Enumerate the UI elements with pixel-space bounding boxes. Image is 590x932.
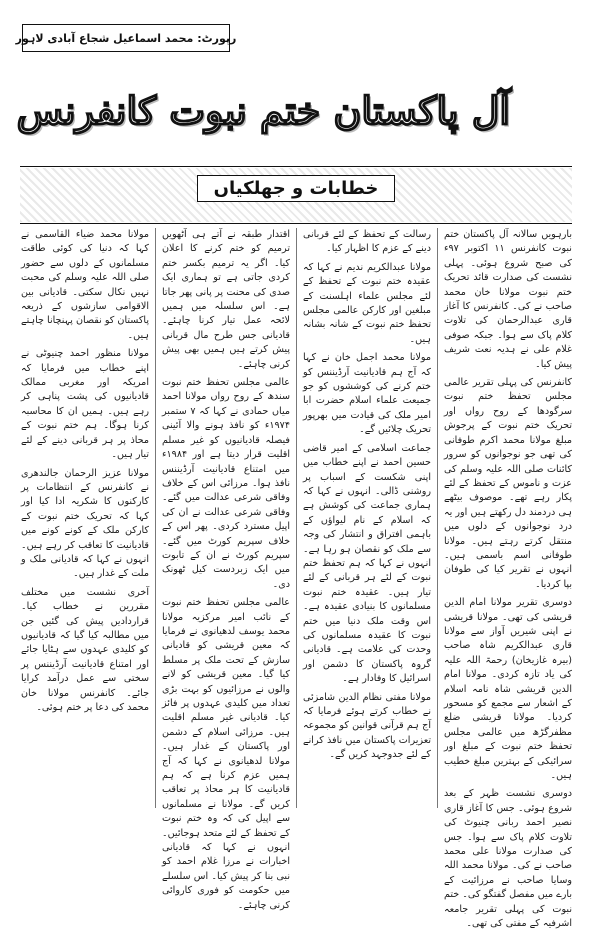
paragraph: مولانا عبدالکریم ندیم نے کہا کہ عقیدہ ختم نبوت کے تحفظ کے لئے مجلس علماء اہلسنت کے مبلغین اور کارکن عالمی مجلس تحفظ ختم نبوت کے شانہ بشانہ ہیں۔ <box>303 261 431 345</box>
column-divider <box>437 228 438 808</box>
byline-text: رپورٹ: محمد اسماعیل شجاع آبادی لاہور <box>15 31 237 45</box>
column-2 <box>303 228 431 808</box>
title-rule-top <box>20 166 572 167</box>
title-rule-bottom <box>20 223 572 224</box>
column-4 <box>21 228 149 808</box>
paragraph: مولانا مفتی نظام الدین شامزئی نے خطاب کرتے ہوئے فرمایا کہ آج ہم قرآنی قوانین کو مجموعہ تعزیرات پاکستان میں نافذ کرانے کے لئے جدوجہد کریں گے۔ <box>303 691 431 761</box>
column-divider <box>296 228 297 808</box>
column-divider <box>155 228 156 808</box>
paragraph: رسالت کے تحفظ کے لئے قربانی دینے کے عزم کا اظہار کیا۔ <box>303 229 431 255</box>
column-3 <box>162 228 290 911</box>
paragraph: اقتدار طبقہ نے آتے ہی آٹھویں ترمیم کو ختم کرنے کا اعلان کیا۔ اگر یہ ترمیم بکسر ختم کردی جاتی ہے تو ہماری ایک صدی کی محنت پر پانی پھر جاتا ہے۔ اس سلسلہ میں ہمیں لائحہ عمل تیار کرنا چاہئے۔ قادیانی جس طرح مال قربانی پیش کرتے ہیں ہمیں بھی پیش کرنی چاہئے۔ <box>162 229 290 370</box>
paragraph: دوسری نشست ظہر کے بعد شروع ہوئی۔ جس کا آغاز قاری نصیر احمد ربانی چنیوٹ کی تلاوت کلام پاک سے ہوا۔ جس کی صدارت مولانا علی محمد صاحب نے کی۔ مولانا محمد اللہ وسایا صاحب نے مرزائیت کے بارے میں مفصل گفتگو کی۔ ختم نبوت کی پہلی تقریر جامعہ اشرفیہ کے مفتی کی تھی۔ <box>444 788 572 930</box>
paragraph: آخری نشست میں مختلف مقررین نے خطاب کیا۔ قراردادیں پیش کی گئیں جن میں مطالبہ کیا گیا کہ قادیانیوں کو کلیدی عہدوں سے ہٹایا جائے اور امتناع قادیانیت آرڈیننس پر سختی سے عمل درآمد کرایا جائے۔ کانفرنس مولانا خان محمد کی دعا پر ختم ہوئی۔ <box>21 586 149 713</box>
paragraph: دوسری تقریر مولانا امام الدین قریشی کی تھی۔ مولانا قریشی نے اپنی شیریں آواز سے مولانا قاری عبدالکریم شاہ صاحب (بیرہ غازیخان) رحمۃ اللہ علیہ کی یاد تازہ کردی۔ مولانا امام الدین قریشی شاہ نامہ اسلام کے اشعار سے مجمع کو مسحور کردیا۔ مولانا قریشی ضلع مظفرگڑھ میں عالمی مجلس تحفظ ختم نبوت کے مبلغ اور سرائیکی کے بہترین مبلغ خطیب ہیں۔ <box>444 597 572 782</box>
article-title: آل پاکستان ختم نبوت کانفرنس <box>16 88 510 133</box>
reporter-byline <box>15 24 237 52</box>
paragraph: مولانا محمد اجمل خان نے کہا کہ آج ہم قادیانیت آرڈیننس کو ختم کرنے کی کوششوں کو جو جمیعت علماء اسلام حضرت ابا امیر ملک کی قیادت میں بھرپور تحریک چلائیں گے۔ <box>303 352 431 436</box>
paragraph: جماعت اسلامی کے امیر قاضی حسین احمد نے اپنے خطاب میں اپنی شکست کے اسباب پر روشنی ڈالی۔ انہوں نے کہا کہ ہماری جماعت کی کوشش ہے کہ اسلام کے نام لیواؤں کے باہمی افتراق و انتشار کی وجہ سے ملک کو نقصان ہو رہا ہے۔ انہوں نے کہا کہ ہم تحفظ ختم نبوت کے لئے ہر قربانی کے لئے تیار ہیں۔ عقیدہ ختم نبوت مسلمانوں کا بنیادی عقیدہ ہے۔ اس وقت ملک دنیا میں ختم نبوت کا عقیدہ مسلمانوں کی وحدت کی علامت ہے۔ قادیانی گروہ پاکستان کا دشمن اور اسرائیل کا وفادار ہے۔ <box>303 442 431 685</box>
article-body <box>20 228 572 930</box>
subtitle-band <box>20 168 572 222</box>
paragraph: مولانا منظور احمد چنیوٹی نے اپنے خطاب میں فرمایا کہ امریکہ اور مغربی ممالک قادیانیوں کی پشت پناہی کر رہے ہیں۔ ہمیں ان کا محاسبہ کرنا ہوگا۔ ہم ختم نبوت کے محاذ پر ہر قربانی دینے کے لئے تیار ہیں۔ <box>21 348 149 461</box>
paragraph: مولانا عزیز الرحمان جالندھری نے کانفرنس کے انتظامات پر کارکنوں کا شکریہ ادا کیا اور کہا کہ تحریک ختم نبوت کے کارکن ملک کے کونے کونے میں قادیانیت کا تعاقب کر رہے ہیں۔ انہوں نے کہا کہ قادیانی ملک و ملت کے غدار ہیں۔ <box>21 467 149 580</box>
column-1 <box>444 228 572 930</box>
paragraph: عالمی مجلس تحفظ ختم نبوت سندھ کے روح رواں مولانا احمد میاں حمادی نے کہا کہ ۷ ستمبر ۱۹۷۴ء کو نافذ ہونے والا آئینی فیصلہ قادیانیوں کو غیر مسلم اقلیت قرار دیتا ہے اور ۱۹۸۴ء میں امتناع قادیانیت آرڈیننس نافذ ہوا۔ مرزائی اس کے خلاف وفاقی شرعی عدالت میں گئے۔ وفاقی شرعی عدالت نے ان کی اپیل مسترد کردی۔ پھر اس کے خلاف سپریم کورٹ میں گئے۔ سپریم کورٹ نے ان کے تابوت میں ایک زبردست کیل ٹھونک دی۔ <box>162 377 290 590</box>
article-subtitle <box>20 178 572 199</box>
paragraph: کانفرنس کی پہلی تقریر عالمی مجلس تحفظ ختم نبوت سرگودھا کے روح رواں اور تحریک ختم نبوت کے پرجوش مبلغ مولانا محمد اکرم طوفانی کی تھی جو نوجوانوں کو سرور کائنات صلی اللہ علیہ وسلم کی عزت و ناموس کے تحفظ کے لئے پکار رہے تھے۔ موصوف بیٹھے ہی دردمند دل رکھتے ہیں اور یہ درد نوجوانوں کے دلوں میں منتقل کرتے رہتے ہیں۔ مولانا طوفانی اسم باسمی ہیں۔ انہوں نے تقریر کیا کی طوفان بپا کردیا۔ <box>444 377 572 590</box>
paragraph: عالمی مجلس تحفظ ختم نبوت کے نائب امیر مرکزیہ مولانا محمد یوسف لدھیانوی نے فرمایا کہ معین قریشی کو قادیانی سازش کے تحت ملک پر مسلط کیا گیا۔ معین قریشی کو لانے والوں نے مرزائیوں کو بہت بڑی تعداد میں کلیدی عہدوں پر فائز کیا۔ قادیانی غیر مسلم اقلیت ہیں۔ مرزائی اسلام کے دشمن اور پاکستان کے غدار ہیں۔ مولانا لدھیانوی نے کہا کہ آج ہمیں عزم کرنا ہے کہ ہم قادیانیت کا ہر محاذ پر تعاقب کریں گے۔ مولانا نے مسلمانوں سے اپیل کی کہ وہ ختم نبوت کے تحفظ کے لئے متحد ہوجائیں۔ انہوں نے کہا کہ قادیانی اخبارات نے مرزا غلام احمد کو نبی بنا کر پیش کیا۔ اس سلسلے میں حکومت کو فوری کاروائی کرنی چاہئے۔ <box>162 597 290 911</box>
paragraph: مولانا محمد ضیاء القاسمی نے کہا کہ دنیا کی کوئی طاقت مسلمانوں کے دلوں سے حضور صلی اللہ علیہ وسلم کی محبت نہیں نکال سکتی۔ قادیانی بین الاقوامی سازشوں کے ذریعہ پاکستان کو نقصان پہنچانا چاہتے ہیں۔ <box>20 229 149 341</box>
paragraph: بارہویں سالانہ آل پاکستان ختم نبوت کانفرنس ۱۱ اکتوبر ۹۷ء کی صبح شروع ہوئی۔ پہلی نشست کی صدارت قائد تحریک ختم نبوت مولانا خان محمد صاحب نے کی۔ کانفرنس کا آغاز قاری عبدالرحمان کی تلاوت کلام پاک سے ہوا۔ جبکہ صوفی غلام علی نے ہدیہ نعت شریف پیش کیا۔ <box>444 229 572 370</box>
subtitle-text: خطابات و جھلکیاں <box>197 175 396 202</box>
